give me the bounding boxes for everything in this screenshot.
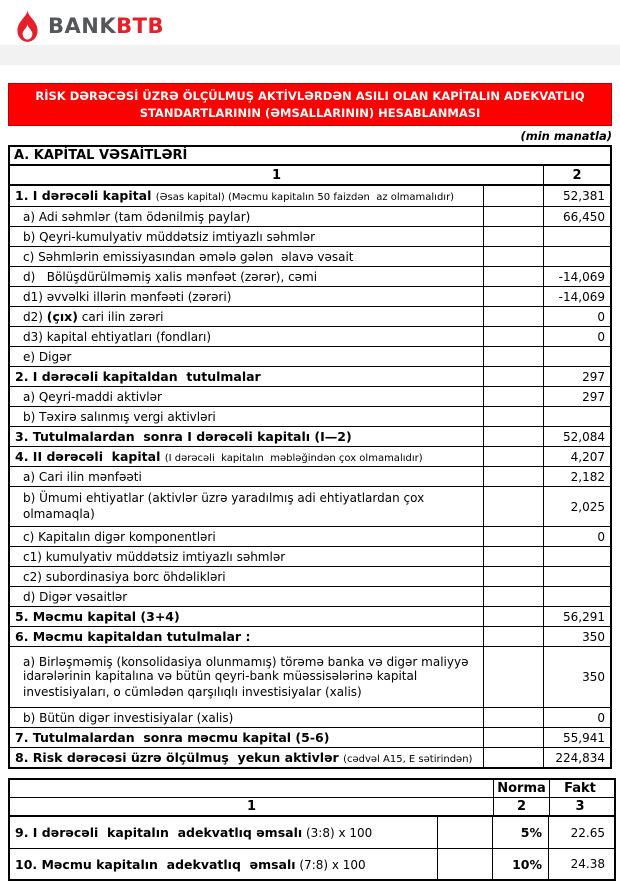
row-label [10,527,483,546]
ratio-row-fakt-value: 22.65 [548,817,610,848]
capital-column-header-row [10,166,610,186]
table-row [10,426,610,446]
row-label-text: e) Digər [23,349,72,364]
row-value [543,227,610,246]
row-empty-cell [483,487,543,526]
row-label-text: d1) əvvəlki illərin mənfəəti (zərəri) [23,289,232,304]
ratio-row-fakt-value: 24.38 [548,849,610,879]
row-label [10,447,483,466]
row-label-text: d3) kapital ehtiyatları (fondları) [23,329,212,344]
row-label [10,186,483,206]
row-label [10,347,483,366]
row-label [10,227,483,246]
row-label-text: d2) [23,309,47,324]
row-value: 224,834 [543,748,610,767]
row-empty-cell [483,527,543,546]
row-empty-cell [483,247,543,266]
row-label-text: a) Cari ilin mənfəəti [23,469,142,484]
row-label-text: c) Kapitalın digər komponentləri [23,529,216,544]
row-label-note: (cədvəl A15, E sətirindən) [343,753,473,765]
row-empty-cell [483,227,543,246]
capital-column-header-1: 1 [271,167,282,183]
row-empty-cell [483,748,543,767]
ratio-header-row [10,780,614,798]
row-label-text: c) Səhmlərin emissiyasından əmələ gələn əlavə vəsait [23,249,354,264]
row-label-text: d) Bölüşdürülməmiş xalis mənfəət (zərər), cəmi [23,269,318,284]
row-value [543,567,610,586]
row-empty-cell [483,267,543,286]
row-label-text: c1) kumulyativ müddətsiz imtiyazlı səhmlər [23,549,286,564]
row-empty-cell [483,427,543,446]
table-row [10,186,610,206]
row-label [10,728,483,747]
row-label [10,207,483,226]
fakt-header: Fakt [549,780,610,797]
row-label [10,627,483,646]
capital-table-body [10,186,610,767]
row-label-bold-text: 8. Risk dərəcəsi üzrə ölçülmuş yekun aktivlər [15,749,344,765]
row-empty-cell [483,607,543,626]
row-label [10,387,483,406]
row-value: 297 [543,367,610,386]
row-label-text: b) Bütün digər investisiyalar (xalis) [23,710,234,725]
ratio-row-label-bold-text: 10. Məcmu kapitalın adekvatlıq əmsalı [15,856,296,872]
row-value: 0 [543,307,610,326]
ratio-column-header-3: 3 [549,798,610,815]
ratio-table-body [10,817,614,879]
row-label [10,487,483,526]
row-label [10,287,483,306]
table-row [10,727,610,747]
row-label [10,587,483,606]
table-row [10,446,610,466]
bank-logo [0,0,620,44]
row-label-text: a) Qeyri-maddi aktivlər [23,389,162,404]
ratio-row-label [10,817,437,848]
row-empty-cell [483,186,543,206]
logo-btb-text: BTB [116,14,164,38]
row-value: 0 [543,327,610,346]
row-label [10,427,483,446]
row-empty-cell [483,647,543,707]
row-empty-cell [483,467,543,486]
row-value: 56,291 [543,607,610,626]
row-empty-cell [483,387,543,406]
row-value: 297 [543,387,610,406]
row-empty-cell [483,567,543,586]
ratio-column-header-2: 2 [493,798,549,815]
table-row [10,606,610,626]
row-value: 350 [543,627,610,646]
row-label [10,307,483,326]
ratio-row-empty-cell [437,849,492,879]
row-value [543,587,610,606]
row-value: 2,182 [543,467,610,486]
ratio-row-label-post-text: (3:8) x 100 [302,826,373,841]
row-value [543,247,610,266]
row-empty-cell [483,287,543,306]
table-row [10,386,610,406]
table-row [10,526,610,546]
row-label-post-text: cari ilin zərəri [77,309,164,324]
norma-header: Norma [493,780,549,797]
row-empty-cell [483,367,543,386]
row-empty-cell [483,547,543,566]
row-empty-cell [483,307,543,326]
ratio-row-empty-cell [437,817,492,848]
row-empty-cell [483,587,543,606]
unit-note: (min manatla) [520,129,612,144]
table-row [10,586,610,606]
row-empty-cell [483,708,543,727]
table-row [10,747,610,767]
capital-section-header: A. KAPİTAL VƏSAİTLƏRİ [10,147,610,166]
table-row [10,226,610,246]
ratio-row-label-post-text: (7:8) x 100 [295,857,366,872]
table-row [10,366,610,386]
row-value: 350 [543,647,610,707]
report-title-line-1: RİSK DƏRƏCƏSİ ÜZRƏ ÖLÇÜLMUŞ AKTİVLƏRDƏN ASILI OLAN KAPİTALIN ADEKVATLIQ [35,89,585,103]
ratio-table [8,778,616,881]
row-value: 66,450 [543,207,610,226]
row-empty-cell [483,207,543,226]
ratio-row-norma-value: 10% [492,849,548,879]
row-label-bold-text: 5. Məcmu kapital (3+4) [15,608,180,624]
row-value [543,547,610,566]
table-row [10,546,610,566]
row-value [543,407,610,426]
row-label-text: a) Adi səhmlər (tam ödənilmiş paylar) [23,209,251,224]
table-row [10,466,610,486]
table-row [10,246,610,266]
ratio-row [10,817,614,848]
row-label-bold-text: 4. II dərəcəli kapital [15,448,165,464]
row-empty-cell [483,407,543,426]
logo-bank-text: BANK [48,14,117,38]
row-label-bold-text: 6. Məcmu kapitaldan tutulmalar : [15,628,251,644]
logo-wordmark [48,16,164,37]
row-value: 4,207 [543,447,610,466]
row-label-text: b) Qeyri-kumulyativ müddətsiz imtiyazlı səhmlər [23,229,316,244]
row-empty-cell [483,627,543,646]
table-row [10,286,610,306]
report-title [8,83,612,126]
row-label-text: a) Birləşməmiş (konsolidasiya olunmamış) törəmə banka və digər maliyyə idarələrinin kapitalına və bütün qeyri-bank müəssisələrinə kapital investisiyaları, o cümlədən qarşılıqlı investisiyalar (xalis) [23,654,473,699]
row-label-note: (I dərəcəli kapitalın məbləğindən çox olmamalıdır) [164,452,423,464]
row-label-text: d) Digər vəsaitlər [23,589,128,604]
row-empty-cell [483,447,543,466]
ratio-column-number-row [10,798,614,817]
row-empty-cell [483,327,543,346]
report-title-line-2: STANDARTLARININ (ƏMSALLARININ) HESABLANMASI [139,105,481,120]
row-empty-cell [483,347,543,366]
table-row [10,266,610,286]
row-label [10,367,483,386]
row-value: -14,069 [543,267,610,286]
ratio-header-empty-cell [10,780,493,797]
row-label [10,407,483,426]
ratio-column-header-1: 1 [246,799,257,815]
capital-column-header-2: 2 [543,166,610,184]
gray-divider-bar [0,45,620,65]
row-label-bold-text: (çıx) [46,308,78,324]
row-label [10,748,483,767]
row-label [10,467,483,486]
row-label [10,547,483,566]
row-empty-cell [483,728,543,747]
row-value: 0 [543,527,610,546]
row-value: 52,381 [543,186,610,206]
row-label-bold-text: 1. I dərəcəli kapital [15,188,156,204]
row-label [10,327,483,346]
row-value [543,347,610,366]
table-row [10,406,610,426]
ratio-row-norma-value: 5% [492,817,548,848]
table-row [10,326,610,346]
row-value: 2,025 [543,487,610,526]
table-row [10,306,610,326]
row-value: 0 [543,708,610,727]
row-value: -14,069 [543,287,610,306]
table-row [10,486,610,526]
row-label-text: b) Təxirə salınmış vergi aktivləri [23,409,216,424]
table-row [10,707,610,727]
row-label [10,267,483,286]
row-label-text: c2) subordinasiya borc öhdəlikləri [23,569,226,584]
table-row [10,566,610,586]
table-row [10,626,610,646]
row-label-note: (Əsas kapital) (Məcmu kapitalın 50 faizdən az olmamalıdır) [155,192,455,204]
flame-icon [14,10,41,44]
row-label-bold-text: 7. Tutulmalardan sonra məcmu kapital (5-6) [15,729,330,745]
ratio-row [10,848,614,879]
table-row [10,346,610,366]
row-label [10,607,483,626]
row-label [10,247,483,266]
row-label-bold-text: 2. I dərəcəli kapitaldan tutulmalar [15,368,261,384]
ratio-row-label-bold-text: 9. I dərəcəli kapitalın adekvatlıq əmsalı [15,825,303,841]
row-label-bold-text: 3. Tutulmalardan sonra I dərəcəli kapitalı (I—2) [15,428,352,444]
row-value: 52,084 [543,427,610,446]
capital-table [8,145,612,769]
row-label [10,708,483,727]
table-row [10,206,610,226]
row-label [10,567,483,586]
row-label [10,647,483,707]
table-row [10,646,610,707]
ratio-row-label [10,849,437,879]
row-label-text: b) Ümumi ehtiyatlar (aktivlər üzrə yaradılmış adi ehtiyatlardan çox olmamaqla) [23,491,429,522]
row-value: 55,941 [543,728,610,747]
